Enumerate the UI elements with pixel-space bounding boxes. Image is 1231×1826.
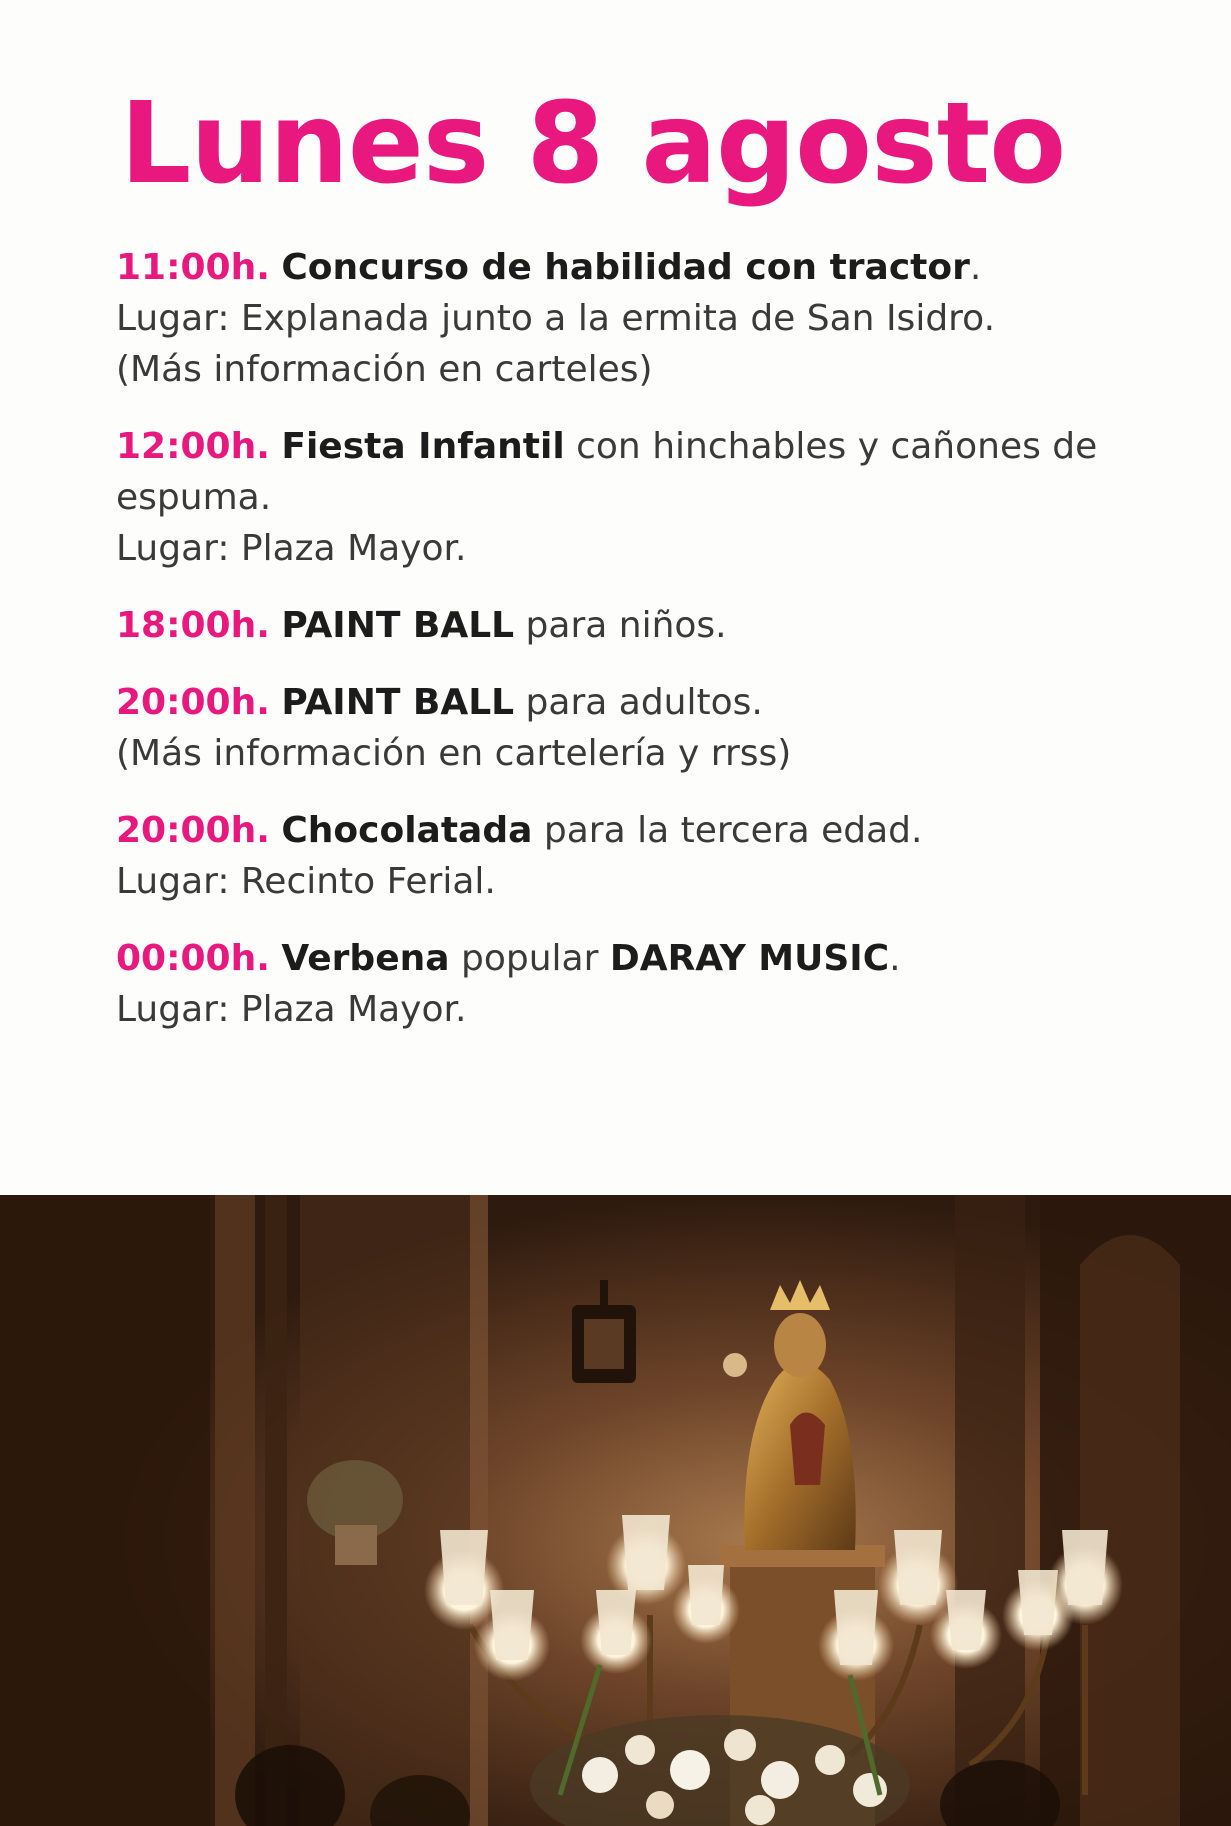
event-place: Lugar: Recinto Ferial.: [116, 861, 496, 902]
statue-orb: [723, 1353, 747, 1377]
pilaster-edge: [470, 1195, 488, 1826]
event-description: popular: [449, 938, 610, 979]
flower-pot: [335, 1525, 377, 1565]
event-place: Lugar: Explanada junto a la ermita de San Isidro.: [116, 298, 996, 339]
church-interior-illustration: [0, 1195, 1231, 1826]
event-list: [116, 242, 1196, 1061]
event-description-continued: espuma.: [116, 477, 272, 518]
event-description: para adultos.: [514, 682, 763, 723]
event-time: 20:00h.: [116, 810, 270, 851]
event-note: (Más información en cartelería y rrss): [116, 733, 792, 774]
right-column: [955, 1195, 1025, 1826]
event-time: 20:00h.: [116, 682, 270, 723]
event-headline: [116, 600, 1196, 651]
event-title: Verbena: [281, 938, 450, 979]
event-headline: [116, 421, 1196, 472]
event-title: Chocolatada: [281, 810, 533, 851]
event-title: Fiesta Infantil: [281, 426, 565, 467]
event-item: [116, 677, 1196, 779]
event-time: 11:00h.: [116, 247, 270, 288]
event-description: para niños.: [514, 605, 727, 646]
event-item: [116, 600, 1196, 651]
wall-lantern-top: [600, 1280, 608, 1306]
event-headline: [116, 805, 1196, 856]
church-photo: [0, 1195, 1231, 1826]
event-item: [116, 933, 1196, 1035]
event-title-end: .: [969, 247, 982, 288]
page-title: Lunes 8 agosto: [120, 79, 1066, 209]
statue-head: [774, 1313, 826, 1377]
event-title: PAINT BALL: [281, 605, 515, 646]
event-headline: [116, 242, 1196, 293]
event-item: [116, 421, 1196, 574]
statue-child: [790, 1413, 825, 1486]
event-title: PAINT BALL: [281, 682, 515, 723]
event-description: para la tercera edad.: [532, 810, 923, 851]
pilaster: [215, 1195, 255, 1826]
event-note: (Más información en carteles): [116, 349, 653, 390]
event-item: [116, 242, 1196, 395]
event-headline: [116, 933, 1196, 984]
event-description: con hinchables y cañones de: [564, 426, 1098, 467]
left-wall: [0, 1195, 210, 1826]
pilaster: [265, 1195, 287, 1826]
event-title-end: .: [889, 938, 901, 979]
event-time: 12:00h.: [116, 426, 270, 467]
event-performer: DARAY MUSIC: [609, 938, 890, 979]
event-place: Lugar: Plaza Mayor.: [116, 989, 467, 1030]
event-place: Lugar: Plaza Mayor.: [116, 528, 467, 569]
event-time: 00:00h.: [116, 938, 270, 979]
wall-lantern-window: [584, 1319, 624, 1369]
event-title: Concurso de habilidad con tractor: [281, 247, 970, 288]
event-time: 18:00h.: [116, 605, 270, 646]
event-item: [116, 805, 1196, 907]
event-headline: [116, 677, 1196, 728]
